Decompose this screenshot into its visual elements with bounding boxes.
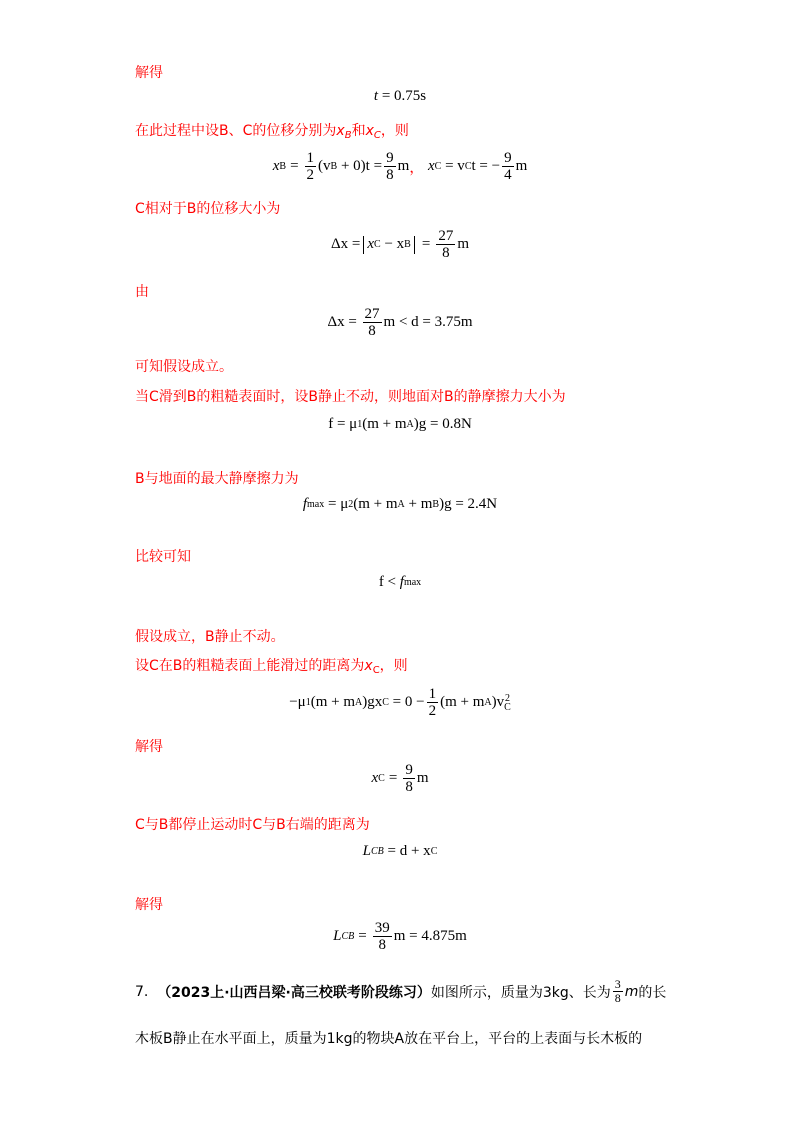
equation-work-energy: −μ 1 (m + m A )gx C = 0 − $\frac{1}{2}$ (m + m A )v 2 C (289, 686, 511, 719)
fraction-9-8: $\frac{9}{8}$ (386, 150, 394, 183)
fraction-27-8: $\frac{27}{8}$ (438, 228, 454, 261)
text-line-13: 解得 (135, 897, 163, 913)
fraction-half-b: $\frac{1}{2}$ (428, 686, 437, 719)
question-source: （2023上·山西吕梁·高三校联考阶段练习） (157, 984, 431, 1001)
fraction-9-4: $\frac{9}{4}$ (504, 150, 512, 183)
question-7-line-2: 木板B静止在水平面上，质量为1kg的物块A放在平台上，平台的上表面与长木板的 (135, 1031, 643, 1047)
fraction-27-8-b: $\frac{27}{8}$ (364, 306, 380, 339)
text-line-8: 比较可知 (135, 549, 191, 565)
text-line-11: 解得 (135, 739, 163, 755)
equation-lcb: L CB = d + x C (362, 843, 438, 859)
equation-displacements: x B = $\frac{1}{2}$ (v B + 0)t = $\frac{9}{8}$ m ， x C = v C t = − $\frac{9}{4}$ m (272, 150, 528, 183)
question-7-line-1: 7. （2023上·山西吕梁·高三校联考阶段练习） 如图所示，质量为3kg、长为 $\frac{3}{8}$ m 的长 (135, 977, 667, 1005)
equation-max-friction: f max = μ 2 (m + m A + m B )g = 2.4N (302, 496, 498, 512)
text-line-6: 当C滑到B的粗糙表面时，设B静止不动，则地面对B的静摩擦力大小为 (135, 389, 566, 405)
equation-compare-d: Δx = $\frac{27}{8}$ m < d = 3.75m (327, 306, 473, 339)
text-line-12: C与B都停止运动时C与B右端的距离为 (135, 817, 370, 833)
equation-f-less-fmax: f < f max (378, 574, 422, 590)
fraction-3-8: $\frac{3}{8}$ (614, 977, 621, 1005)
text-line-10: 设C在B的粗糙表面上能滑过的距离为$x_C$，则 (135, 658, 408, 676)
fraction-9-8-b: $\frac{9}{8}$ (405, 762, 413, 795)
text-line-4: 由 (135, 284, 149, 300)
equation-lcb-value: L CB = $\frac{39}{8}$ m = 4.875m (333, 920, 467, 953)
text-line-2: 在此过程中设B、C的位移分别为$x_B$和$x_C$，则 (135, 123, 409, 141)
text-line-5: 可知假设成立。 (135, 359, 233, 375)
fraction-39-8: $\frac{39}{8}$ (374, 920, 390, 953)
equation-t: t = 0.75s (373, 88, 427, 104)
text-line-7: B与地面的最大静摩擦力为 (135, 471, 299, 487)
equation-delta-x: Δx = x C − x B = $\frac{27}{8}$ m (331, 228, 469, 261)
equation-static-friction: f = μ 1 (m + m A )g = 0.8N (328, 416, 472, 432)
text-line-3: C相对于B的位移大小为 (135, 201, 281, 217)
text-line-9: 假设成立，B静止不动。 (135, 629, 285, 645)
fraction-half: $\frac{1}{2}$ (306, 150, 315, 183)
equation-xc: x C = $\frac{9}{8}$ m (371, 762, 429, 795)
text-line-1: 解得 (135, 65, 163, 81)
